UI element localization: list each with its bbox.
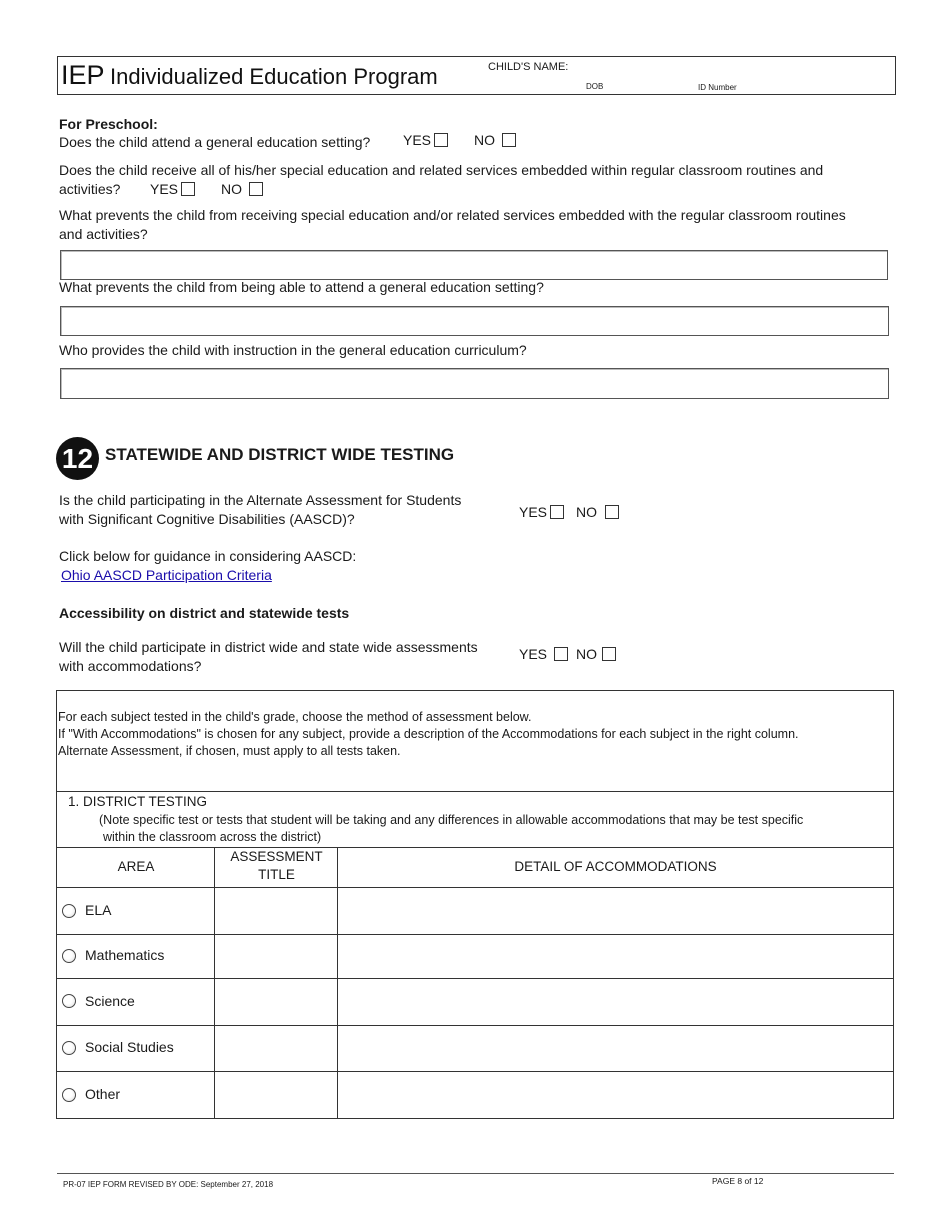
- intro-line-2: If "With Accommodations" is chosen for any subject, provide a description of the Accommodations for each subject in the right column.: [58, 727, 799, 741]
- accom-no-checkbox[interactable]: [602, 647, 616, 661]
- col-header-area: AREA: [117, 859, 155, 874]
- social-studies-radio[interactable]: [62, 1041, 76, 1055]
- section-number-badge: 12: [56, 437, 99, 480]
- q1-yes-option: [403, 131, 448, 150]
- q1-no-checkbox[interactable]: [502, 133, 516, 147]
- intro-line-1: For each subject tested in the child's grade, choose the method of assessment below.: [58, 710, 532, 724]
- question-text: Does the child attend a general education setting?: [59, 134, 371, 150]
- no-label: NO: [576, 646, 597, 662]
- district-note-line-2: within the classroom across the district): [103, 830, 322, 844]
- iep-label: IEP: [61, 60, 105, 90]
- district-note-line-1: (Note specific test or tests that student will be taking and any differences in allowable accommodations that may be test specific: [99, 813, 804, 827]
- no-label: NO: [576, 504, 597, 520]
- form-title: Individualized Education Program: [110, 64, 438, 89]
- aascd-no-checkbox[interactable]: [605, 505, 619, 519]
- table-intro: [57, 691, 893, 792]
- q2-yes-checkbox[interactable]: [181, 182, 195, 196]
- aascd-yes-checkbox[interactable]: [550, 505, 564, 519]
- science-radio[interactable]: [62, 994, 76, 1008]
- footer-page-number: PAGE 8 of 12: [712, 1176, 764, 1186]
- area-label: Other: [85, 1086, 121, 1102]
- id-number-label: ID Number: [698, 83, 737, 92]
- question-who-provides: Who provides the child with instruction in the general education curriculum?: [59, 342, 527, 358]
- table-row[interactable]: [57, 1026, 214, 1071]
- area-label: Social Studies: [85, 1039, 174, 1055]
- q2-no-checkbox[interactable]: [249, 182, 263, 196]
- child-name-label: CHILD'S NAME:: [488, 61, 569, 73]
- aascd-yes-option: [519, 503, 564, 522]
- district-testing-note: [99, 812, 879, 846]
- form-header: [57, 56, 896, 95]
- what-prevents-embedded-field[interactable]: [60, 250, 888, 280]
- aascd-question-line1: Is the child participating in the Alternate Assessment for Students: [59, 492, 462, 508]
- question-embedded-services: Does the child receive all of his/her special education and related services embedded within regular classroom routines and: [59, 162, 824, 178]
- testing-table: [56, 690, 894, 1119]
- district-testing-header: [57, 792, 893, 848]
- table-row[interactable]: [57, 935, 214, 978]
- accommodations-question-line1: Will the child participate in district wide and state wide assessments: [59, 639, 478, 655]
- col-header-assessment-title: [215, 848, 338, 884]
- col-divider: [337, 848, 338, 1119]
- question-what-prevents-embedded-cont: and activities?: [59, 226, 148, 242]
- yes-label: YES: [519, 646, 548, 662]
- aascd-no-option: [576, 503, 619, 522]
- q2-yes-option: [150, 180, 195, 199]
- area-label: Science: [85, 993, 135, 1009]
- footer-form-info: PR-07 IEP FORM REVISED BY ODE: September 27, 2018: [63, 1180, 274, 1189]
- accom-no-option: [576, 645, 616, 664]
- district-testing-heading: 1. DISTRICT TESTING: [68, 794, 208, 809]
- table-row[interactable]: [57, 1072, 214, 1119]
- yes-label: YES: [403, 132, 432, 148]
- aascd-criteria-link[interactable]: Ohio AASCD Participation Criteria: [61, 567, 272, 583]
- accommodations-question-line2: with accommodations?: [59, 658, 202, 674]
- q1-no-option: [474, 131, 516, 150]
- col-title-line-1: ASSESSMENT: [230, 849, 323, 864]
- ela-radio[interactable]: [62, 904, 76, 918]
- question-general-ed-setting: [59, 133, 370, 152]
- col-header-detail: DETAIL OF ACCOMMODATIONS: [514, 859, 717, 874]
- footer-divider: [57, 1173, 894, 1174]
- accom-yes-option: [519, 645, 568, 664]
- no-label: NO: [474, 132, 495, 148]
- q2-no-option: [221, 180, 263, 199]
- col-divider: [214, 848, 215, 1119]
- guidance-text: Click below for guidance in considering AASCD:: [59, 548, 357, 564]
- mathematics-radio[interactable]: [62, 949, 76, 963]
- preschool-heading: For Preschool:: [59, 116, 158, 132]
- yes-label: YES: [519, 504, 548, 520]
- q1-yes-checkbox[interactable]: [434, 133, 448, 147]
- accom-yes-checkbox[interactable]: [554, 647, 568, 661]
- yes-label: YES: [150, 181, 179, 197]
- dob-label: DOB: [586, 82, 604, 91]
- question-embedded-services-cont: activities?: [59, 181, 121, 197]
- table-row[interactable]: [57, 888, 214, 934]
- intro-line-3: Alternate Assessment, if chosen, must apply to all tests taken.: [58, 744, 401, 758]
- table-row[interactable]: [57, 979, 214, 1025]
- question-what-prevents-attend: What prevents the child from being able to attend a general education setting?: [59, 279, 544, 295]
- col-title-line-2: TITLE: [258, 867, 295, 882]
- who-provides-field[interactable]: [60, 368, 889, 399]
- what-prevents-attend-field[interactable]: [60, 306, 889, 336]
- area-label: Mathematics: [85, 947, 165, 963]
- aascd-question-line2: with Significant Cognitive Disabilities (AASCD)?: [59, 511, 355, 527]
- accessibility-heading: Accessibility on district and statewide tests: [59, 605, 350, 621]
- no-label: NO: [221, 181, 242, 197]
- section-title: STATEWIDE AND DISTRICT WIDE TESTING: [105, 445, 455, 464]
- intro-text: [58, 709, 892, 760]
- question-what-prevents-embedded: What prevents the child from receiving special education and/or related services embedded with the regular classroom routines: [59, 207, 846, 223]
- other-radio[interactable]: [62, 1088, 76, 1102]
- area-label: ELA: [85, 902, 112, 918]
